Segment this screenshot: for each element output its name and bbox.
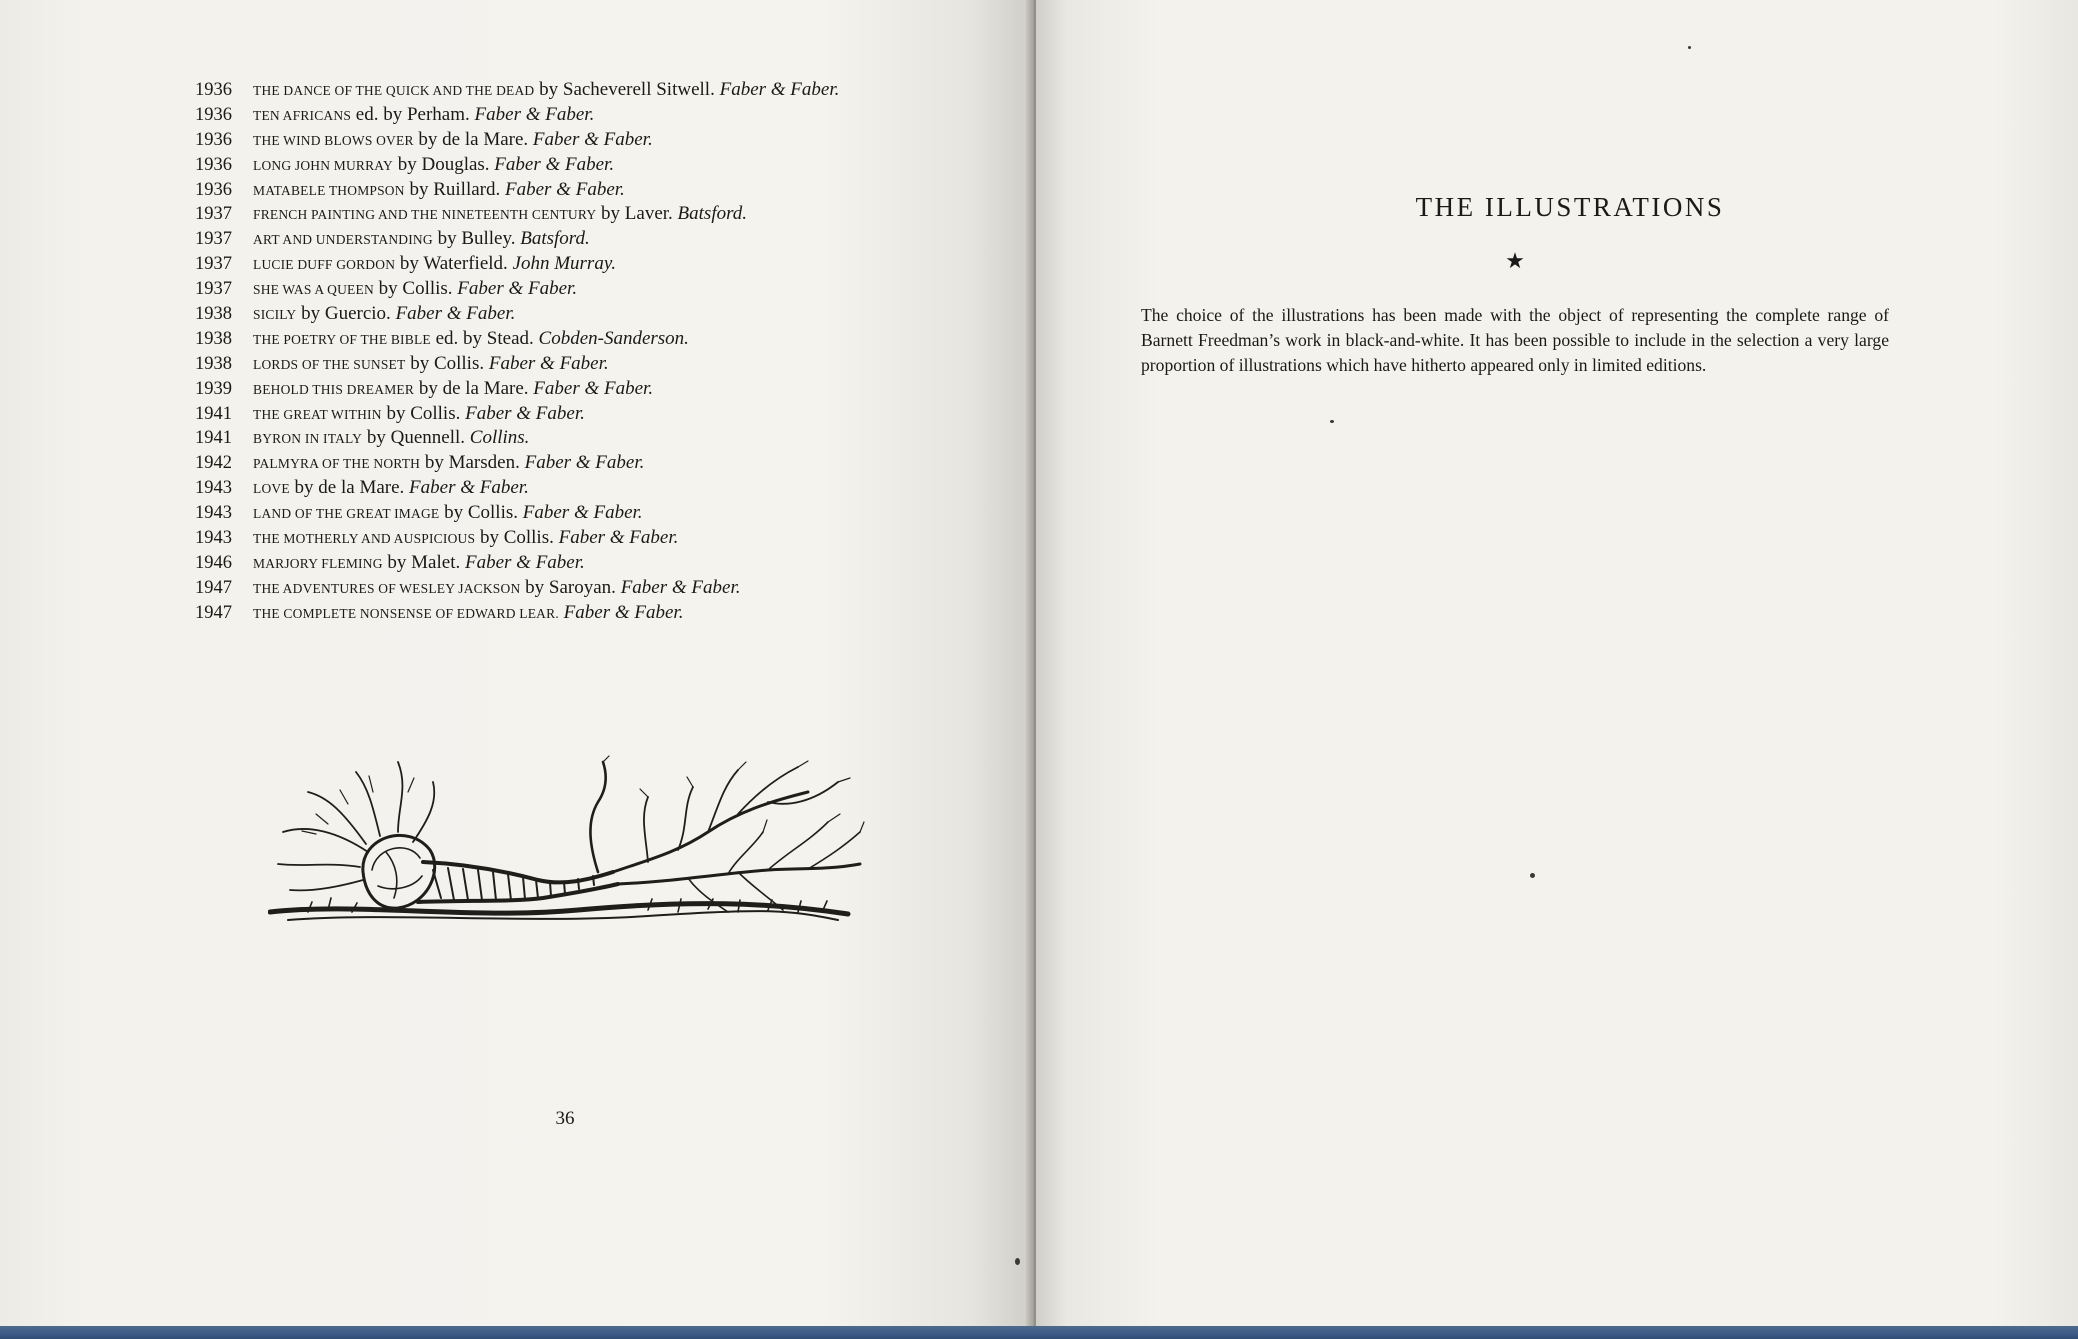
bibliography-entry: [195, 426, 839, 451]
entry-title: THE COMPLETE NONSENSE OF EDWARD LEAR.: [253, 605, 559, 621]
entry-publisher: Batsford.: [520, 228, 590, 250]
bibliography-entry: [195, 551, 839, 576]
entry-publisher: Faber & Faber.: [464, 551, 585, 573]
entry-year: 1937: [195, 204, 232, 225]
entry-title: LOVE: [253, 481, 290, 497]
entry-publisher: Faber & Faber.: [474, 103, 595, 125]
entry-title: THE POETRY OF THE BIBLE: [253, 331, 431, 347]
entry-title: MATABELE THOMPSON: [253, 182, 405, 198]
entry-title: THE DANCE OF THE QUICK AND THE DEAD: [253, 83, 535, 98]
entry-title: BEHOLD THIS DREAMER: [253, 381, 415, 397]
entry-credit: by Collis.: [410, 352, 485, 374]
entry-year: 1936: [195, 129, 232, 150]
entry-year: 1938: [195, 304, 232, 325]
entry-publisher: Faber & Faber.: [409, 477, 529, 499]
entry-year: 1936: [195, 154, 232, 175]
entry-year: 1938: [195, 328, 232, 349]
entry-title: PALMYRA OF THE NORTH: [253, 456, 421, 472]
entry-year: 1943: [195, 478, 232, 499]
entry-title: LORDS OF THE SUNSET: [253, 356, 406, 372]
entry-year: 1941: [195, 403, 232, 424]
section-title: THE ILLUSTRATIONS: [1415, 192, 1725, 222]
bibliography-entry: [195, 402, 839, 427]
bibliography-entry: [195, 252, 839, 277]
entry-title: BYRON IN ITALY: [253, 431, 363, 447]
entry-credit: by Malet.: [387, 551, 461, 573]
paper-speck: [1015, 1258, 1020, 1265]
entry-publisher: Faber & Faber.: [457, 278, 578, 300]
entry-year: 1946: [195, 552, 232, 573]
bibliography-entry: [195, 377, 839, 402]
entry-title: LONG JOHN MURRAY: [253, 157, 393, 173]
entry-title: TEN AFRICANS: [253, 107, 352, 123]
entry-year: 1937: [195, 229, 232, 250]
bibliography-entry: [195, 103, 839, 128]
entry-title: THE WIND BLOWS OVER: [253, 132, 414, 148]
bibliography-entry: [195, 451, 839, 476]
entry-year: 1947: [195, 577, 232, 598]
bibliography-entry: [195, 153, 839, 178]
paper-speck: [1688, 46, 1691, 49]
entry-credit: by Bulley.: [437, 228, 516, 250]
entry-publisher: Faber & Faber.: [563, 601, 684, 623]
entry-year: 1939: [195, 378, 232, 399]
entry-publisher: Faber & Faber.: [620, 576, 741, 598]
entry-publisher: Faber & Faber.: [505, 178, 625, 200]
fallen-tree-illustration: [268, 752, 868, 937]
entry-publisher: John Murray.: [512, 253, 616, 275]
entry-credit: ed. by Perham.: [355, 103, 470, 125]
bibliography-entry: [195, 302, 839, 327]
bibliography-entry: [195, 227, 839, 252]
entry-title: LAND OF THE GREAT IMAGE: [253, 506, 440, 522]
bibliography-entry: [195, 576, 839, 601]
entry-publisher: Collins.: [469, 427, 530, 449]
entry-year: 1936: [195, 80, 232, 100]
bibliography-entry: [195, 501, 839, 526]
entry-publisher: Faber & Faber.: [465, 402, 585, 424]
entry-year: 1936: [195, 104, 232, 125]
entry-year: 1936: [195, 179, 232, 200]
entry-credit: by Guercio.: [301, 303, 391, 325]
entry-publisher: Faber & Faber.: [395, 303, 516, 325]
entry-publisher: Faber & Faber.: [719, 79, 840, 100]
entry-credit: by Collis.: [378, 278, 453, 300]
entry-credit: by Quennell.: [366, 427, 466, 449]
bibliography-entry: [195, 128, 839, 153]
star-ornament-icon: ★: [1505, 248, 1525, 273]
entry-credit: by Collis.: [444, 502, 519, 524]
entry-title: SICILY: [253, 307, 297, 323]
entry-title: THE GREAT WITHIN: [253, 406, 382, 422]
bibliography-entry: [195, 352, 839, 377]
entry-credit: by Saroyan.: [525, 576, 616, 598]
entry-publisher: Cobden-Sanderson.: [538, 327, 689, 349]
entry-credit: by Laver.: [601, 203, 673, 225]
entry-credit: by de la Mare.: [418, 377, 529, 399]
entry-title: ART AND UNDERSTANDING: [253, 232, 433, 248]
bibliography-entry: [195, 277, 839, 302]
entry-year: 1937: [195, 279, 232, 300]
entry-publisher: Faber & Faber.: [558, 527, 679, 549]
entry-credit: ed. by Stead.: [435, 327, 534, 349]
bibliography-list: [195, 78, 839, 626]
entry-title: SHE WAS A QUEEN: [253, 282, 374, 298]
entry-credit: by Waterfield.: [399, 253, 508, 275]
entry-year: 1937: [195, 254, 232, 275]
entry-credit: by de la Mare.: [294, 477, 405, 499]
entry-title: LUCIE DUFF GORDON: [253, 257, 396, 273]
entry-credit: by Collis.: [386, 402, 461, 424]
book-cover-edge: [0, 1326, 2078, 1339]
entry-publisher: Faber & Faber.: [494, 153, 615, 175]
bibliography-entry: [195, 78, 839, 103]
entry-credit: by Sacheverell Sitwell.: [539, 79, 715, 100]
entry-title: FRENCH PAINTING AND THE NINETEENTH CENTURY: [253, 207, 597, 223]
entry-title: THE MOTHERLY AND AUSPICIOUS: [253, 531, 476, 547]
bibliography-entry: [195, 476, 839, 501]
entry-publisher: Batsford.: [677, 203, 748, 225]
entry-publisher: Faber & Faber.: [488, 352, 609, 374]
entry-publisher: Faber & Faber.: [533, 377, 654, 399]
entry-publisher: Faber & Faber.: [522, 502, 643, 524]
entry-year: 1938: [195, 353, 232, 374]
entry-publisher: Faber & Faber.: [524, 452, 645, 474]
bibliography-entry: [195, 202, 839, 227]
left-page: [0, 0, 1032, 1330]
entry-credit: by Ruillard.: [409, 178, 501, 200]
bibliography-entry: [195, 327, 839, 352]
entry-year: 1943: [195, 503, 232, 524]
bibliography-entry: [195, 526, 839, 551]
paper-speck: [1330, 420, 1334, 423]
entry-year: 1942: [195, 453, 232, 474]
entry-publisher: Faber & Faber.: [532, 128, 653, 150]
entry-year: 1947: [195, 602, 232, 623]
bibliography-entry: [195, 601, 839, 626]
entry-year: 1941: [195, 428, 232, 449]
bibliography-entry: [195, 178, 839, 203]
entry-credit: by de la Mare.: [418, 128, 529, 150]
entry-credit: by Douglas.: [397, 153, 490, 175]
entry-year: 1943: [195, 528, 232, 549]
intro-paragraph: The choice of the illustrations has been made with the object of representing the complete range of Barnett Freedman’s work in black-and-white. It has been possible to include in the selection a very large proportion of illustrations which have hitherto appeared only in limited editions.: [1141, 305, 1889, 376]
page-number: 36: [555, 1108, 575, 1129]
entry-credit: by Collis.: [479, 527, 554, 549]
paper-speck: [1530, 873, 1535, 878]
entry-title: MARJORY FLEMING: [253, 555, 383, 571]
entry-title: THE ADVENTURES OF WESLEY JACKSON: [253, 580, 521, 596]
entry-credit: by Marsden.: [424, 452, 520, 474]
